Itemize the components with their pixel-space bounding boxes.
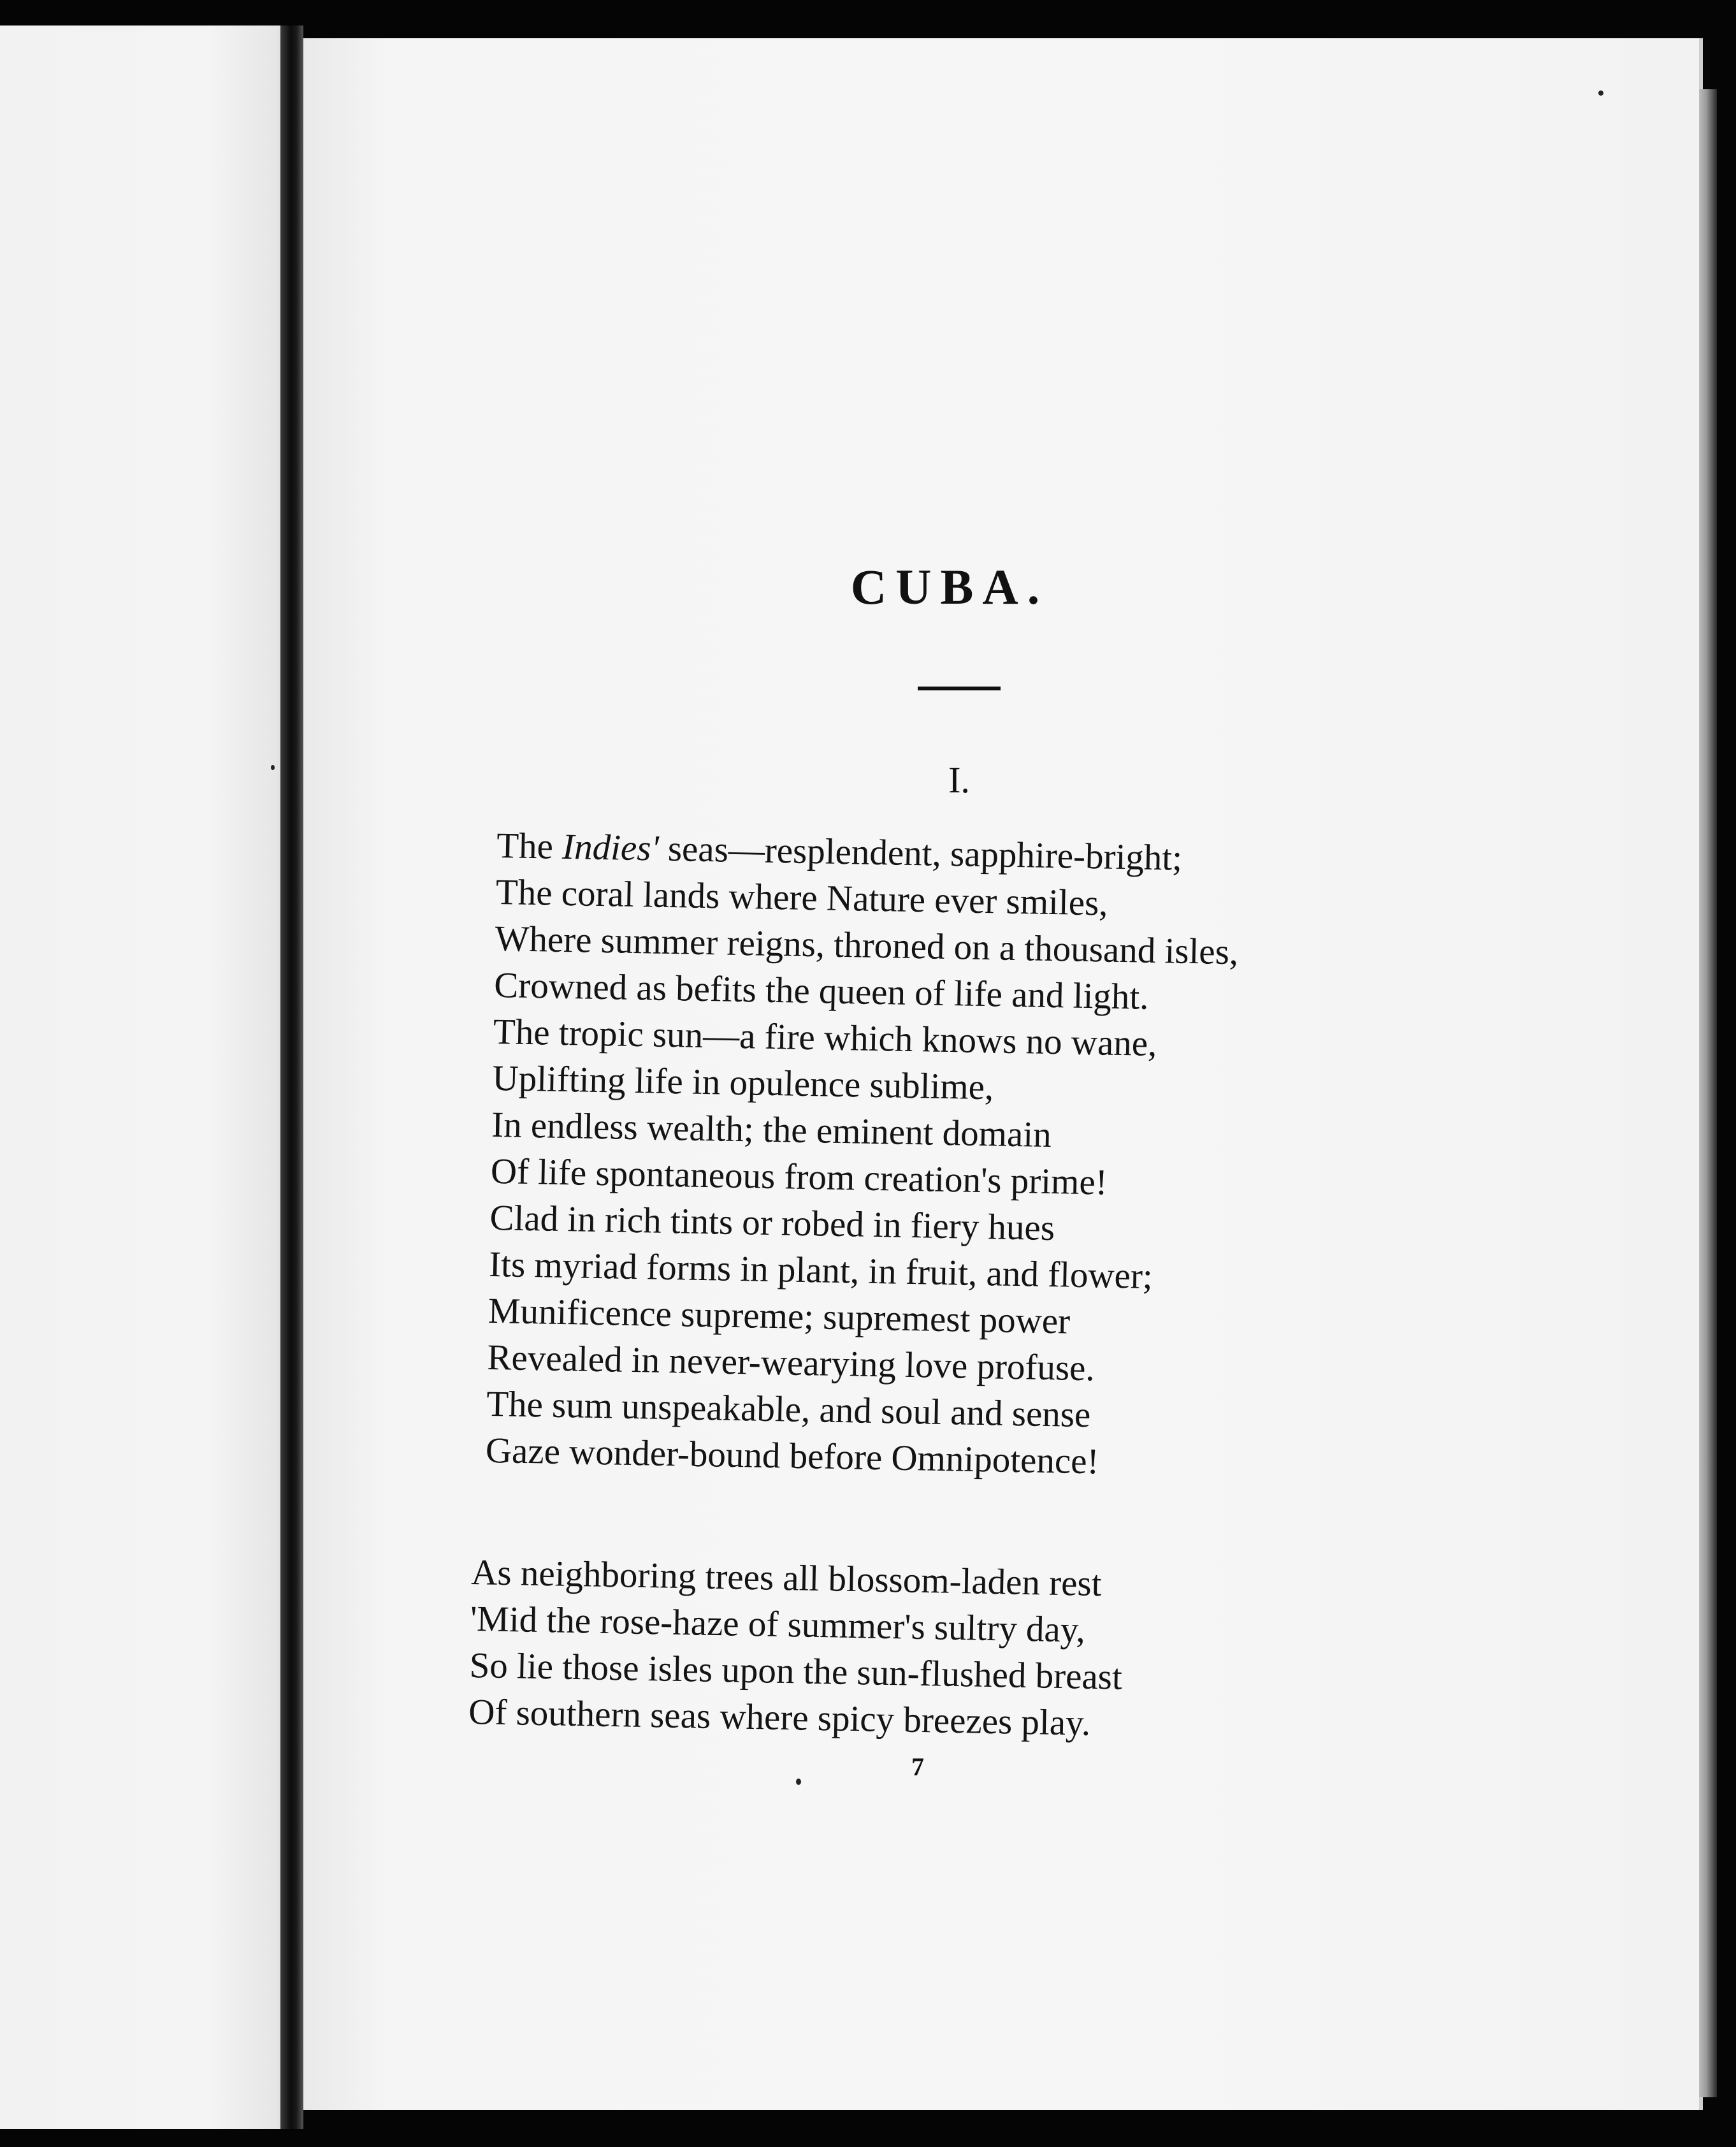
- book-gutter: [280, 25, 303, 2129]
- line-text: seas—resplendent, sapphire-bright;: [658, 828, 1183, 878]
- poem-line: Its myriad forms in plant, in fruit, and flower;: [488, 1244, 1154, 1297]
- stanza-1: [485, 822, 1240, 1487]
- stanza-2: [468, 1549, 1124, 1747]
- poem-line: Crowned as befits the queen of life and light.: [493, 964, 1150, 1017]
- poem-line: Revealed in never-wearying love profuse.: [487, 1337, 1096, 1389]
- line-text: The: [496, 825, 563, 867]
- left-facing-page: [0, 25, 300, 2129]
- page-number: 7: [911, 1752, 924, 1781]
- poem-line: The sum unspeakable, and soul and sense: [486, 1383, 1091, 1436]
- poem-line: In endless wealth; the eminent domain: [491, 1104, 1052, 1156]
- poem-title: CUBA.: [850, 559, 1049, 615]
- section-number: I.: [948, 759, 970, 801]
- poem-line: Uplifting life in opulence sublime,: [492, 1058, 994, 1108]
- poem-line: Where summer reigns, throned on a thousand isles,: [495, 918, 1239, 973]
- poem-line: 'Mid the rose-haze of summer's sultry day,: [470, 1598, 1086, 1650]
- scan-speck: [271, 765, 275, 770]
- italic-word: Indies': [561, 826, 660, 869]
- poem-line: The tropic sun—a fire which knows no wane,: [493, 1011, 1157, 1065]
- poem-line: Of life spontaneous from creation's prime!: [490, 1151, 1108, 1203]
- poem-line: As neighboring trees all blossom-laden rest: [470, 1552, 1103, 1605]
- poem-line: Clad in rich tints or robed in fiery hues: [489, 1197, 1055, 1249]
- poem-line: So lie those isles upon the sun-flushed breast: [469, 1645, 1123, 1698]
- poem-line: Munificence supreme; supremest power: [488, 1290, 1071, 1342]
- poem-line: Gaze wonder-bound before Omnipotence!: [485, 1430, 1100, 1482]
- title-rule: [918, 687, 1001, 690]
- poem-line: The coral lands where Nature ever smiles,: [495, 871, 1109, 924]
- scan-speck: [796, 1779, 801, 1785]
- page-edge: [1699, 89, 1717, 2097]
- scan-speck: [1598, 91, 1603, 96]
- poem-line: Of southern seas where spicy breezes play.: [468, 1691, 1091, 1743]
